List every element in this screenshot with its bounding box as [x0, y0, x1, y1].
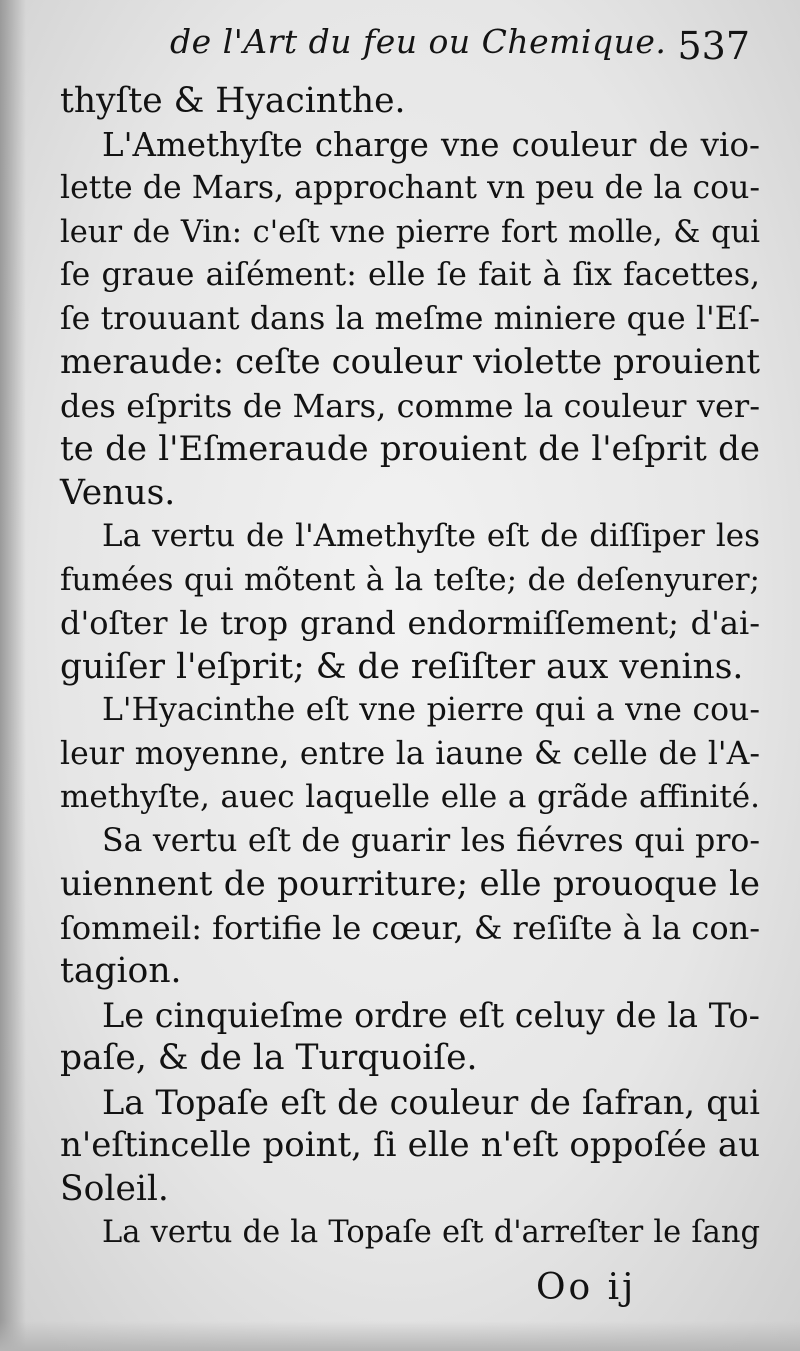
text-line: fumées qui mõtent à la teſte; de deſenyurer; [60, 561, 760, 598]
text-line: guiſer l'eſprit; & de reſiſter aux venins. [60, 646, 744, 687]
text-line: des eſprits de Mars, comme la couleur ver- [60, 386, 760, 425]
text-line: tagion. [60, 951, 182, 991]
page-header [170, 22, 750, 80]
text-line: ſe graue aiſément: elle ſe fait à ſix facettes, [60, 257, 760, 293]
text-line: paſe, & de la Turquoiſe. [60, 1038, 478, 1078]
gutter-shadow [0, 0, 26, 1351]
text-line: leur moyenne, entre la iaune & celle de l'A- [60, 735, 760, 772]
text-line: n'eſtincelle point, ſi elle n'eſt oppoſée au [60, 1125, 760, 1165]
text-line: L'Amethyſte charge vne couleur de vio- [102, 125, 760, 164]
page-number: 537 [677, 24, 750, 68]
text-line: La vertu de la Topaſe eſt d'arreſter le ſang [102, 1215, 760, 1250]
bottom-edge-shadow [0, 1321, 800, 1351]
text-line: Soleil. [60, 1168, 169, 1209]
text-line: lette de Mars, approchant vn peu de la cou- [60, 170, 760, 206]
text-line: L'Hyacinthe eſt vne pierre qui a vne cou- [102, 692, 760, 728]
signature-mark: Oo ij [536, 1267, 637, 1308]
text-line: ſe trouuant dans la meſme miniere que l'Eſ- [60, 300, 760, 337]
text-line: Le cinquieſme ordre eſt celuy de la To- [102, 995, 760, 1035]
text-line: d'oſter le trop grand endormiſſement; d'ai- [60, 604, 760, 642]
text-line: meraude: ceſte couleur violette prouient [60, 342, 760, 382]
body-text [60, 80, 760, 1255]
text-line: La Topaſe eſt de couleur de ſafran, qui [102, 1082, 760, 1122]
text-line: thyſte & Hyacinthe. [60, 81, 406, 121]
running-title: de l'Art du feu ou Chemique. [170, 22, 667, 61]
text-line: ſommeil: fortifie le cœur, & reſiſte à la con- [60, 908, 760, 947]
text-line: methyſte, auec laquelle elle a grãde affinité. [60, 779, 760, 815]
text-line: Sa vertu eſt de guarir les fiévres qui pro- [102, 822, 760, 859]
text-line: uiennent de pourriture; elle prouoque le [60, 864, 760, 904]
text-line: Venus. [60, 472, 176, 513]
text-line: leur de Vin: c'eſt vne pierre fort molle, & qui [60, 214, 760, 250]
text-line: te de l'Eſmeraude prouient de l'eſprit de [60, 429, 760, 469]
text-line: La vertu de l'Amethyſte eſt de diſſiper les [102, 518, 760, 554]
